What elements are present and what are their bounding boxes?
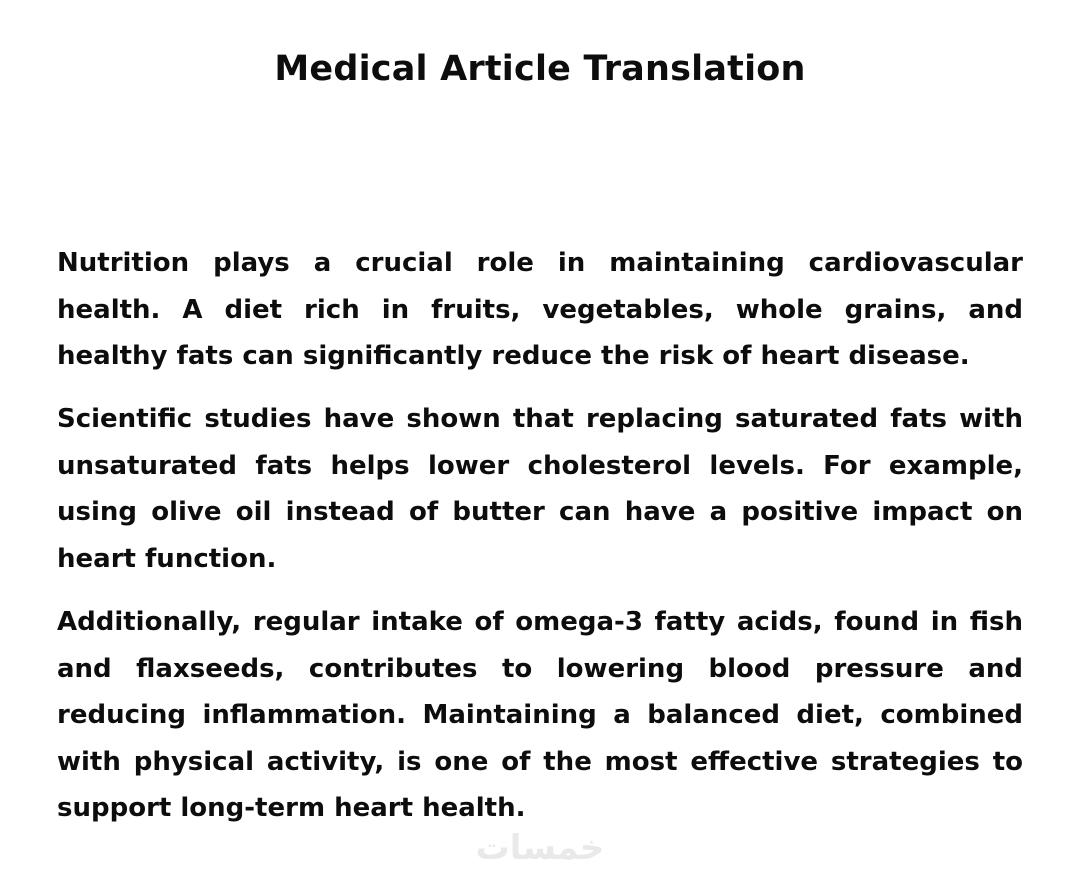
page-title: Medical Article Translation (274, 49, 806, 89)
paragraph-omega-3: Additionally, regular intake of omega-3 fatty acids, found in fish and flaxseeds, contributes to lowering blood pressure and reducing inflammation. Maintaining a balanced diet, combined with physical activity, is one of the most effective strategies to support long-term heart health. (57, 607, 1023, 823)
paragraph-nutrition: Nutrition plays a crucial role in maintaining cardiovascular health. A diet rich in fruits, vegetables, whole grains, and healthy fats can significantly reduce the risk of heart disease. (57, 248, 1023, 371)
watermark-logo: خمسات (475, 828, 605, 868)
paragraph-scientific-studies: Scientific studies have shown that replacing saturated fats with unsaturated fats helps lower cholesterol levels. For example, using olive oil instead of butter can have a positive impact on heart function. (57, 404, 1023, 574)
